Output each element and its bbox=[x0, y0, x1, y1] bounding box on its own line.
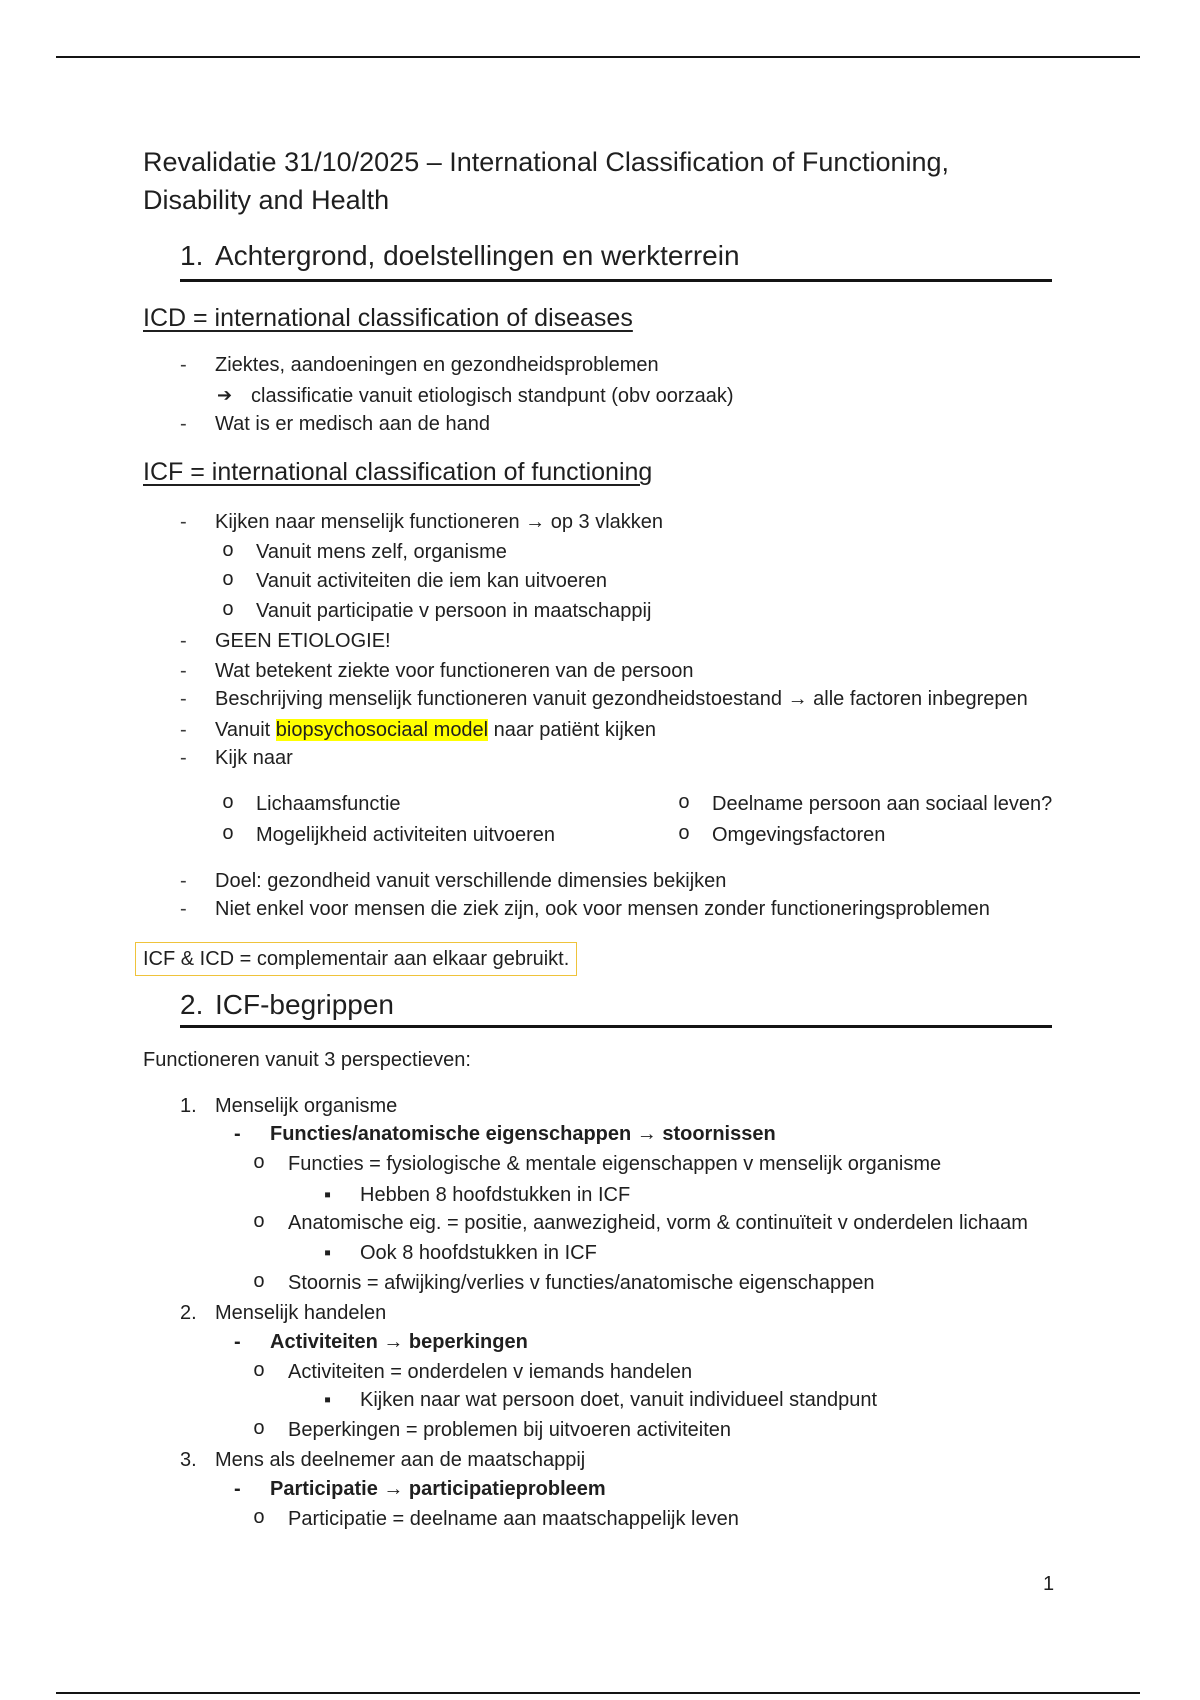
sub-bullet-marker: o bbox=[222, 540, 235, 563]
sub-bullet-marker: o bbox=[253, 1418, 266, 1441]
item-text: Functies = fysiologische & mentale eigenschappen v menselijk organisme bbox=[288, 1153, 942, 1175]
item-text: Vanuit mens zelf, organisme bbox=[256, 541, 507, 563]
highlighted-term: biopsychosociaal model bbox=[275, 719, 489, 741]
numbered-item bbox=[0, 1299, 1200, 1327]
list-item bbox=[0, 1505, 1200, 1533]
two-column-row bbox=[0, 790, 1200, 818]
page-bottom-border bbox=[56, 1692, 1140, 1694]
bullet-marker: - bbox=[180, 898, 187, 920]
note-box: ICF & ICD = complementair aan elkaar gebruikt. bbox=[135, 942, 577, 976]
item-text: Menselijk organisme bbox=[215, 1095, 398, 1117]
numbered-item bbox=[0, 1446, 1200, 1474]
list-item bbox=[0, 597, 1200, 625]
item-text: Participatie = deelname aan maatschappelijk leven bbox=[288, 1508, 739, 1530]
list-item bbox=[0, 508, 1200, 536]
subheading-icd: ICD = international classification of diseases bbox=[143, 304, 633, 332]
section-heading-underline bbox=[180, 1025, 1052, 1028]
concept-text: Participatie → participatieprobleem bbox=[270, 1478, 606, 1500]
square-bullet-marker: ▪ bbox=[324, 1389, 332, 1411]
arrow-marker: ➔ bbox=[217, 385, 233, 406]
list-item bbox=[0, 1269, 1200, 1297]
bullet-marker: - bbox=[180, 719, 187, 741]
section-number: 1. bbox=[180, 240, 204, 271]
section-title: ICF-begrippen bbox=[215, 989, 394, 1020]
list-item bbox=[0, 382, 1200, 410]
sub-bullet-marker: o bbox=[678, 792, 691, 815]
list-item bbox=[0, 627, 1200, 655]
sub-bullet-marker: o bbox=[222, 823, 235, 846]
sub-bullet-marker: o bbox=[678, 823, 691, 846]
concept-item bbox=[0, 1328, 1200, 1356]
item-text: Menselijk handelen bbox=[215, 1302, 387, 1324]
sub-bullet-marker: o bbox=[253, 1360, 266, 1383]
item-text: GEEN ETIOLOGIE! bbox=[215, 630, 391, 652]
item-text: Kijken naar menselijk functioneren → op 3 vlakken bbox=[215, 511, 664, 533]
item-text: Ook 8 hoofdstukken in ICF bbox=[360, 1242, 597, 1264]
item-text: Mogelijkheid activiteiten uitvoeren bbox=[256, 824, 556, 846]
item-text-part: Vanuit bbox=[215, 719, 276, 741]
section-heading bbox=[0, 238, 1200, 274]
document-title-line: Disability and Health bbox=[143, 185, 390, 215]
item-number: 3. bbox=[180, 1449, 197, 1471]
page-number: 1 bbox=[1043, 1573, 1055, 1595]
concept-item bbox=[0, 1120, 1200, 1148]
list-item bbox=[0, 410, 1200, 438]
bullet-marker: - bbox=[180, 747, 187, 769]
item-number: 1. bbox=[180, 1095, 197, 1117]
list-item bbox=[0, 1209, 1200, 1237]
document-title-line: Revalidatie 31/10/2025 – International Classification of Functioning, bbox=[143, 147, 950, 177]
numbered-item bbox=[0, 1092, 1200, 1120]
sub-bullet-marker: o bbox=[253, 1271, 266, 1294]
sub-bullet-marker: o bbox=[222, 599, 235, 622]
sub-bullet-marker: o bbox=[222, 569, 235, 592]
list-item bbox=[0, 351, 1200, 379]
list-item bbox=[0, 538, 1200, 566]
bullet-marker: - bbox=[234, 1123, 241, 1145]
sub-bullet-marker: o bbox=[253, 1211, 266, 1234]
concept-text: Functies/anatomische eigenschappen → stoornissen bbox=[270, 1123, 776, 1145]
list-item bbox=[0, 1239, 1200, 1267]
item-text: Anatomische eig. = positie, aanwezigheid, vorm & continuïteit v onderdelen lichaam bbox=[288, 1212, 1028, 1234]
item-text: Stoornis = afwijking/verlies v functies/anatomische eigenschappen bbox=[288, 1272, 875, 1294]
list-item bbox=[0, 744, 1200, 772]
item-text: classificatie vanuit etiologisch standpunt (obv oorzaak) bbox=[251, 385, 734, 407]
item-text: Niet enkel voor mensen die ziek zijn, ook voor mensen zonder functioneringsproblemen bbox=[215, 898, 990, 920]
list-item bbox=[0, 1181, 1200, 1209]
section-heading bbox=[0, 987, 1200, 1023]
section-intro: Functioneren vanuit 3 perspectieven: bbox=[143, 1049, 471, 1071]
item-text: Vanuit activiteiten die iem kan uitvoeren bbox=[256, 570, 607, 592]
bullet-marker: - bbox=[180, 630, 187, 652]
item-text bbox=[215, 716, 656, 744]
item-text: Beperkingen = problemen bij uitvoeren activiteiten bbox=[288, 1419, 732, 1441]
item-text: Wat betekent ziekte voor functioneren van de persoon bbox=[215, 660, 694, 682]
item-text: Ziektes, aandoeningen en gezondheidsproblemen bbox=[215, 354, 659, 376]
item-text: Lichaamsfunctie bbox=[256, 793, 401, 815]
list-item bbox=[0, 895, 1200, 923]
page-top-border bbox=[56, 56, 1140, 58]
bullet-marker: - bbox=[180, 511, 187, 533]
section-title: Achtergrond, doelstellingen en werkterrein bbox=[215, 240, 740, 271]
list-item bbox=[0, 657, 1200, 685]
item-text: Beschrijving menselijk functioneren vanuit gezondheidstoestand → alle factoren inbegrepen bbox=[215, 688, 1028, 710]
list-item bbox=[0, 1358, 1200, 1386]
bullet-marker: - bbox=[180, 413, 187, 435]
item-text: Doel: gezondheid vanuit verschillende dimensies bekijken bbox=[215, 870, 727, 892]
item-text: Hebben 8 hoofdstukken in ICF bbox=[360, 1184, 631, 1206]
subheading-icf: ICF = international classification of functioning bbox=[143, 458, 653, 486]
item-text: Wat is er medisch aan de hand bbox=[215, 413, 490, 435]
list-item bbox=[0, 1386, 1200, 1414]
concept-item bbox=[0, 1475, 1200, 1503]
section-number: 2. bbox=[180, 989, 204, 1020]
concept-text: Activiteiten → beperkingen bbox=[270, 1331, 528, 1353]
square-bullet-marker: ▪ bbox=[324, 1184, 332, 1206]
list-item bbox=[0, 867, 1200, 895]
item-text: Omgevingsfactoren bbox=[712, 824, 886, 846]
bullet-marker: - bbox=[180, 660, 187, 682]
bullet-marker: - bbox=[180, 688, 187, 710]
item-text: Activiteiten = onderdelen v iemands handelen bbox=[288, 1361, 693, 1383]
bullet-marker: - bbox=[234, 1478, 241, 1500]
sub-bullet-marker: o bbox=[253, 1152, 266, 1175]
bullet-marker: - bbox=[180, 354, 187, 376]
bullet-marker: - bbox=[180, 870, 187, 892]
list-item bbox=[0, 1150, 1200, 1178]
bullet-marker: - bbox=[234, 1331, 241, 1353]
list-item bbox=[0, 685, 1200, 713]
item-number: 2. bbox=[180, 1302, 197, 1324]
item-text: Deelname persoon aan sociaal leven? bbox=[712, 793, 1053, 815]
item-text: Kijk naar bbox=[215, 747, 293, 769]
sub-bullet-marker: o bbox=[253, 1507, 266, 1530]
item-text: Vanuit participatie v persoon in maatschappij bbox=[256, 600, 652, 622]
two-column-row bbox=[0, 821, 1200, 849]
section-heading-underline bbox=[180, 279, 1052, 282]
sub-bullet-marker: o bbox=[222, 792, 235, 815]
item-text: Mens als deelnemer aan de maatschappij bbox=[215, 1449, 586, 1471]
list-item bbox=[0, 716, 1200, 744]
item-text: Kijken naar wat persoon doet, vanuit individueel standpunt bbox=[360, 1389, 878, 1411]
list-item bbox=[0, 1416, 1200, 1444]
item-text-part: naar patiënt kijken bbox=[488, 719, 657, 741]
square-bullet-marker: ▪ bbox=[324, 1242, 332, 1264]
list-item bbox=[0, 567, 1200, 595]
